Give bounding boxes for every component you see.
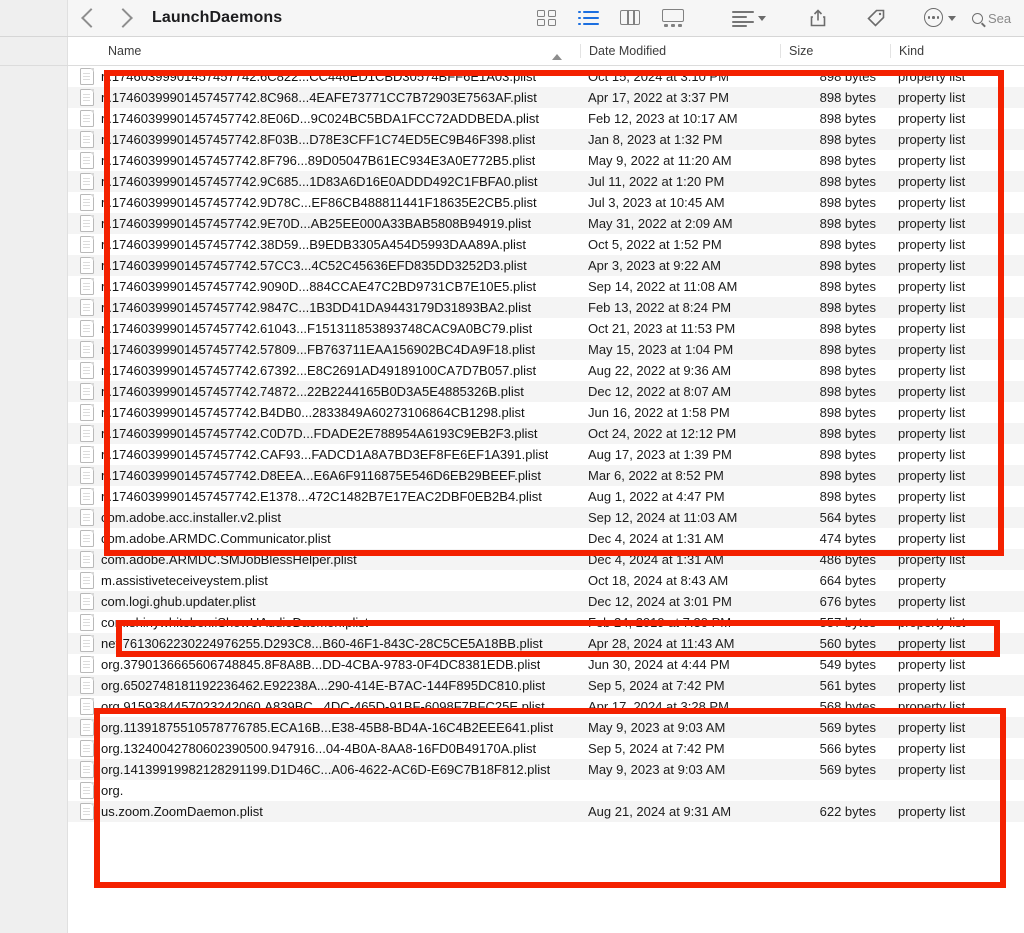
table-row[interactable] bbox=[68, 612, 1024, 633]
document-icon bbox=[80, 362, 94, 379]
file-name-cell bbox=[68, 656, 580, 673]
table-row[interactable] bbox=[68, 213, 1024, 234]
table-row[interactable] bbox=[68, 66, 1024, 87]
document-icon bbox=[80, 278, 94, 295]
document-icon bbox=[80, 635, 94, 652]
search-placeholder: Sea bbox=[988, 10, 1012, 26]
content-area bbox=[0, 66, 1024, 933]
column-header-name-label: Name bbox=[108, 44, 142, 58]
file-name-cell bbox=[68, 467, 580, 484]
file-name-cell bbox=[68, 593, 580, 610]
document-icon bbox=[80, 194, 94, 211]
file-size-cell: 549 bytes bbox=[819, 657, 876, 672]
file-size-cell: 898 bytes bbox=[819, 258, 876, 273]
file-date-cell: Jun 30, 2024 at 4:44 PM bbox=[588, 657, 730, 672]
grid-view-icon[interactable] bbox=[536, 9, 558, 27]
table-row[interactable] bbox=[68, 507, 1024, 528]
document-icon bbox=[80, 341, 94, 358]
file-size-cell: 898 bytes bbox=[819, 468, 876, 483]
table-row[interactable] bbox=[68, 402, 1024, 423]
file-name-label: n.17460399901457457742.8C968...4EAFE73771CC7B72903E7563AF.plist bbox=[101, 90, 537, 105]
column-header-size[interactable]: Size bbox=[780, 44, 890, 58]
file-name-label: n.17460399901457457742.B4DB0...2833849A60273106864CB1298.plist bbox=[101, 405, 525, 420]
gallery-view-icon[interactable] bbox=[662, 9, 684, 27]
file-size-cell: 898 bytes bbox=[819, 111, 876, 126]
file-kind-cell: property list bbox=[898, 279, 966, 294]
file-name-cell bbox=[68, 362, 580, 379]
file-name-label: us.zoom.ZoomDaemon.plist bbox=[101, 804, 263, 819]
table-row[interactable] bbox=[68, 192, 1024, 213]
table-row[interactable] bbox=[68, 654, 1024, 675]
file-name-cell bbox=[68, 341, 580, 358]
document-icon bbox=[80, 698, 94, 715]
document-icon bbox=[80, 761, 94, 778]
file-size-cell: 557 bytes bbox=[819, 615, 876, 630]
document-icon bbox=[80, 530, 94, 547]
file-kind-cell: property bbox=[898, 573, 946, 588]
file-kind-cell: property list bbox=[898, 384, 966, 399]
file-name-label: org. bbox=[101, 783, 124, 798]
file-kind-cell: property list bbox=[898, 153, 966, 168]
file-date-cell: May 9, 2023 at 9:03 AM bbox=[588, 762, 726, 777]
file-date-cell: Aug 21, 2024 at 9:31 AM bbox=[588, 804, 732, 819]
file-size-cell: 898 bytes bbox=[819, 363, 876, 378]
document-icon bbox=[80, 614, 94, 631]
column-view-icon[interactable] bbox=[620, 9, 642, 27]
sidebar-panel-header bbox=[0, 37, 68, 65]
file-name-cell bbox=[68, 719, 580, 736]
file-size-cell: 898 bytes bbox=[819, 321, 876, 336]
file-name-label: n.17460399901457457742.57CC3...4C52C45636EFD835DD3252D3.plist bbox=[101, 258, 527, 273]
document-icon bbox=[80, 677, 94, 694]
file-name-cell bbox=[68, 257, 580, 274]
file-size-cell: 898 bytes bbox=[819, 384, 876, 399]
document-icon bbox=[80, 173, 94, 190]
file-kind-cell: property list bbox=[898, 405, 966, 420]
file-date-cell: Dec 4, 2024 at 1:31 AM bbox=[588, 531, 724, 546]
file-name-label: n.17460399901457457742.9090D...884CCAE47C2BD9731CB7E10E5.plist bbox=[101, 279, 537, 294]
table-row[interactable] bbox=[68, 339, 1024, 360]
file-kind-cell: property list bbox=[898, 195, 966, 210]
sort-ascending-icon bbox=[552, 54, 562, 60]
file-date-cell: Feb 24, 2019 at 7:30 PM bbox=[588, 615, 732, 630]
file-kind-cell: property list bbox=[898, 657, 966, 672]
file-name-label: n.17460399901457457742.8E06D...9C024BC5BDA1FCC72ADDBEDA.plist bbox=[101, 111, 539, 126]
document-icon bbox=[80, 782, 94, 799]
document-icon bbox=[80, 593, 94, 610]
file-date-cell: Sep 12, 2024 at 11:03 AM bbox=[588, 510, 738, 525]
file-date-cell: Aug 1, 2022 at 4:47 PM bbox=[588, 489, 725, 504]
file-size-cell: 898 bytes bbox=[819, 237, 876, 252]
file-name-label: com.shinywhitebox.iShowUAudioDaemon.plist bbox=[101, 615, 369, 630]
navigation-buttons bbox=[84, 11, 130, 25]
file-name-label: n.17460399901457457742.9C685...1D83A6D16E0ADDD492C1FBFA0.plist bbox=[101, 174, 538, 189]
file-name-label: com.logi.ghub.updater.plist bbox=[101, 594, 256, 609]
document-icon bbox=[80, 299, 94, 316]
toolbar bbox=[0, 0, 1024, 37]
file-name-label: n.17460399901457457742.9E70D...AB25EE000A33BAB5808B94919.plist bbox=[101, 216, 532, 231]
file-name-cell bbox=[68, 152, 580, 169]
file-name-cell bbox=[68, 173, 580, 190]
file-size-cell: 898 bytes bbox=[819, 447, 876, 462]
file-date-cell: Apr 17, 2022 at 3:37 PM bbox=[588, 90, 729, 105]
file-date-cell: Jan 8, 2023 at 1:32 PM bbox=[588, 132, 723, 147]
file-name-cell bbox=[68, 110, 580, 127]
file-date-cell: Oct 18, 2024 at 8:43 AM bbox=[588, 573, 729, 588]
file-name-cell bbox=[68, 677, 580, 694]
file-date-cell: Dec 12, 2022 at 8:07 AM bbox=[588, 384, 732, 399]
table-row[interactable] bbox=[68, 129, 1024, 150]
document-icon bbox=[80, 257, 94, 274]
file-name-cell bbox=[68, 278, 580, 295]
file-date-cell: May 9, 2023 at 9:03 AM bbox=[588, 720, 726, 735]
column-header-name[interactable] bbox=[68, 44, 580, 58]
file-kind-cell: property list bbox=[898, 447, 966, 462]
table-row[interactable] bbox=[68, 297, 1024, 318]
file-name-cell bbox=[68, 551, 580, 568]
file-name-label: org.13240042780602390500.947916...04-4B0A-8AA8-16FD0B49170A.plist bbox=[101, 741, 537, 756]
file-name-label: net.7613062230224976255.D293C8...B60-46F1-843C-28C5CE5A18BB.plist bbox=[101, 636, 543, 651]
document-icon bbox=[80, 89, 94, 106]
file-size-cell: 898 bytes bbox=[819, 489, 876, 504]
more-icon bbox=[924, 8, 944, 28]
table-row[interactable] bbox=[68, 381, 1024, 402]
file-size-cell: 560 bytes bbox=[819, 636, 876, 651]
document-icon bbox=[80, 803, 94, 820]
table-row[interactable] bbox=[68, 570, 1024, 591]
file-size-cell: 898 bytes bbox=[819, 300, 876, 315]
file-name-cell bbox=[68, 299, 580, 316]
file-kind-cell: property list bbox=[898, 216, 966, 231]
file-name-label: n.17460399901457457742.C0D7D...FDADE2E788954A6193C9EB2F3.plist bbox=[101, 426, 538, 441]
file-name-cell bbox=[68, 509, 580, 526]
file-kind-cell: property list bbox=[898, 489, 966, 504]
document-icon bbox=[80, 110, 94, 127]
file-name-label: org.14139919982128291199.D1D46C...A06-4622-AC6D-E69C7B18F812.plist bbox=[101, 762, 551, 777]
file-name-label: n.17460399901457457742.D8EEA...E6A6F9116875E546D6EB29BEEF.plist bbox=[101, 468, 541, 483]
file-kind-cell: property list bbox=[898, 741, 966, 756]
file-name-cell bbox=[68, 383, 580, 400]
file-date-cell: Apr 17, 2024 at 3:28 PM bbox=[588, 699, 729, 714]
file-name-label: org.3790136665606748845.8F8A8B...DD-4CBA-9783-0F4DC8381EDB.plist bbox=[101, 657, 541, 672]
file-kind-cell: property list bbox=[898, 321, 966, 336]
file-size-cell: 898 bytes bbox=[819, 132, 876, 147]
file-size-cell: 564 bytes bbox=[819, 510, 876, 525]
table-row[interactable] bbox=[68, 360, 1024, 381]
file-size-cell: 898 bytes bbox=[819, 279, 876, 294]
table-row[interactable] bbox=[68, 633, 1024, 654]
file-list[interactable] bbox=[68, 66, 1024, 933]
file-name-label: org.9159384457023242060.A839BC...4DC-465D-91BF-6098F7BFC25E.plist bbox=[101, 699, 545, 714]
file-date-cell: Mar 6, 2022 at 8:52 PM bbox=[588, 468, 724, 483]
table-row[interactable] bbox=[68, 276, 1024, 297]
document-icon bbox=[80, 320, 94, 337]
document-icon bbox=[80, 446, 94, 463]
file-name-cell bbox=[68, 761, 580, 778]
file-size-cell: 561 bytes bbox=[819, 678, 876, 693]
file-name-label: n.17460399901457457742.38D59...B9EDB3305A454D5993DAA89A.plist bbox=[101, 237, 527, 252]
file-name-label: org.6502748181192236462.E92238A...290-414E-B7AC-144F895DC810.plist bbox=[101, 678, 546, 693]
table-row[interactable] bbox=[68, 549, 1024, 570]
file-name-label: n.17460399901457457742.8F03B...D78E3CFF1C74ED5EC9B46F398.plist bbox=[101, 132, 536, 147]
file-date-cell: May 15, 2023 at 1:04 PM bbox=[588, 342, 734, 357]
file-kind-cell: property list bbox=[898, 636, 966, 651]
table-row[interactable] bbox=[68, 528, 1024, 549]
file-size-cell: 898 bytes bbox=[819, 195, 876, 210]
file-date-cell: Aug 22, 2022 at 9:36 AM bbox=[588, 363, 732, 378]
document-icon bbox=[80, 236, 94, 253]
file-name-label: n.17460399901457457742.CAF93...FADCD1A8A7BD3EF8FE6EF1A391.plist bbox=[101, 447, 549, 462]
file-size-cell: 676 bytes bbox=[819, 594, 876, 609]
file-name-cell bbox=[68, 404, 580, 421]
file-size-cell: 566 bytes bbox=[819, 741, 876, 756]
file-name-label: n.17460399901457457742.67392...E8C2691AD49189100CA7D7B057.plist bbox=[101, 363, 537, 378]
document-icon bbox=[80, 467, 94, 484]
document-icon bbox=[80, 215, 94, 232]
file-kind-cell: property list bbox=[898, 510, 966, 525]
file-name-cell bbox=[68, 635, 580, 652]
table-row[interactable] bbox=[68, 150, 1024, 171]
file-name-cell bbox=[68, 572, 580, 589]
document-icon bbox=[80, 656, 94, 673]
sidebar-panel bbox=[0, 66, 68, 933]
file-date-cell: Jun 16, 2022 at 1:58 PM bbox=[588, 405, 730, 420]
file-kind-cell: property list bbox=[898, 678, 966, 693]
table-row[interactable] bbox=[68, 738, 1024, 759]
file-kind-cell: property list bbox=[898, 174, 966, 189]
file-kind-cell: property list bbox=[898, 426, 966, 441]
table-row[interactable] bbox=[68, 423, 1024, 444]
chevron-down-icon bbox=[758, 16, 766, 21]
document-icon bbox=[80, 551, 94, 568]
column-header-row bbox=[0, 37, 1024, 66]
share-icon[interactable] bbox=[808, 8, 828, 28]
search-input[interactable] bbox=[964, 7, 1024, 29]
file-date-cell: Aug 17, 2023 at 1:39 PM bbox=[588, 447, 732, 462]
file-size-cell: 898 bytes bbox=[819, 216, 876, 231]
document-icon bbox=[80, 383, 94, 400]
file-name-cell bbox=[68, 215, 580, 232]
file-name-label: com.adobe.ARMDC.SMJobBlessHelper.plist bbox=[101, 552, 357, 567]
file-kind-cell: property list bbox=[898, 699, 966, 714]
file-size-cell: 898 bytes bbox=[819, 426, 876, 441]
file-kind-cell: property list bbox=[898, 594, 966, 609]
file-name-label: com.adobe.acc.installer.v2.plist bbox=[101, 510, 281, 525]
file-kind-cell: property list bbox=[898, 363, 966, 378]
file-name-cell bbox=[68, 740, 580, 757]
table-row[interactable] bbox=[68, 801, 1024, 822]
file-name-cell bbox=[68, 446, 580, 463]
table-row[interactable] bbox=[68, 780, 1024, 801]
file-name-cell bbox=[68, 320, 580, 337]
file-name-cell bbox=[68, 194, 580, 211]
table-row[interactable] bbox=[68, 444, 1024, 465]
file-date-cell: Jul 11, 2022 at 1:20 PM bbox=[588, 174, 725, 189]
file-date-cell: May 9, 2022 at 11:20 AM bbox=[588, 153, 732, 168]
file-name-label: n.17460399901457457742.57809...FB763711EAA156902BC4DA9F18.plist bbox=[101, 342, 536, 357]
file-date-cell: Oct 24, 2022 at 12:12 PM bbox=[588, 426, 737, 441]
document-icon bbox=[80, 425, 94, 442]
file-date-cell: Sep 14, 2022 at 11:08 AM bbox=[588, 279, 738, 294]
file-date-cell: Sep 5, 2024 at 7:42 PM bbox=[588, 741, 725, 756]
file-size-cell: 569 bytes bbox=[819, 720, 876, 735]
file-name-cell bbox=[68, 89, 580, 106]
table-row[interactable] bbox=[68, 486, 1024, 507]
file-size-cell: 898 bytes bbox=[819, 174, 876, 189]
forward-icon[interactable] bbox=[113, 8, 133, 28]
file-kind-cell: property list bbox=[898, 468, 966, 483]
table-row[interactable] bbox=[68, 87, 1024, 108]
file-size-cell: 569 bytes bbox=[819, 762, 876, 777]
file-name-label: n.17460399901457457742.9D78C...EF86CB488811441F18635E2CB5.plist bbox=[101, 195, 537, 210]
file-kind-cell: property list bbox=[898, 762, 966, 777]
document-icon bbox=[80, 572, 94, 589]
search-icon bbox=[972, 13, 983, 24]
document-icon bbox=[80, 152, 94, 169]
table-row[interactable] bbox=[68, 234, 1024, 255]
chevron-down-icon bbox=[948, 16, 956, 21]
file-name-cell bbox=[68, 530, 580, 547]
file-name-label: n.17460399901457457742.61043...F151311853893748CAC9A0BC79.plist bbox=[101, 321, 533, 336]
file-kind-cell: property list bbox=[898, 804, 966, 819]
file-name-label: n.17460399901457457742.E1378...472C1482B7E17EAC2DBF0EB2B4.plist bbox=[101, 489, 542, 504]
file-kind-cell: property list bbox=[898, 132, 966, 147]
file-date-cell: May 31, 2022 at 2:09 AM bbox=[588, 216, 733, 231]
file-name-label: org.11391875510578776785.ECA16B...E38-45B8-BD4A-16C4B2EEE641.plist bbox=[101, 720, 554, 735]
document-icon bbox=[80, 740, 94, 757]
file-size-cell: 898 bytes bbox=[819, 405, 876, 420]
table-row[interactable] bbox=[68, 318, 1024, 339]
table-row[interactable] bbox=[68, 759, 1024, 780]
table-row[interactable] bbox=[68, 108, 1024, 129]
file-date-cell: Oct 15, 2024 at 3:10 PM bbox=[588, 69, 729, 84]
file-name-cell bbox=[68, 803, 580, 820]
group-by-button[interactable] bbox=[732, 10, 766, 26]
file-name-cell bbox=[68, 236, 580, 253]
table-row[interactable] bbox=[68, 675, 1024, 696]
file-date-cell: Oct 5, 2022 at 1:52 PM bbox=[588, 237, 722, 252]
file-name-label: n.17460399901457457742.74872...22B2244165B0D3A5E4885326B.plist bbox=[101, 384, 524, 399]
file-date-cell: Apr 28, 2024 at 11:43 AM bbox=[588, 636, 735, 651]
table-row[interactable] bbox=[68, 696, 1024, 717]
file-size-cell: 474 bytes bbox=[819, 531, 876, 546]
column-header-date[interactable]: Date Modified bbox=[580, 44, 780, 58]
file-size-cell: 898 bytes bbox=[819, 69, 876, 84]
file-kind-cell: property list bbox=[898, 531, 966, 546]
file-kind-cell: property list bbox=[898, 552, 966, 567]
document-icon bbox=[80, 719, 94, 736]
file-name-cell bbox=[68, 488, 580, 505]
file-name-cell bbox=[68, 425, 580, 442]
file-kind-cell: property list bbox=[898, 342, 966, 357]
page-title: LaunchDaemons bbox=[152, 9, 283, 26]
file-name-label: m.assistiveteceiveystem.plist bbox=[101, 573, 268, 588]
group-icon bbox=[732, 10, 754, 26]
back-icon[interactable] bbox=[81, 8, 101, 28]
file-name-cell bbox=[68, 782, 580, 799]
file-date-cell: Feb 13, 2022 at 8:24 PM bbox=[588, 300, 732, 315]
file-name-cell bbox=[68, 698, 580, 715]
file-size-cell: 622 bytes bbox=[819, 804, 876, 819]
file-kind-cell: property list bbox=[898, 69, 966, 84]
table-row[interactable] bbox=[68, 171, 1024, 192]
document-icon bbox=[80, 131, 94, 148]
column-header-kind[interactable]: Kind bbox=[890, 44, 1024, 58]
tag-icon[interactable] bbox=[866, 8, 886, 28]
file-date-cell: Feb 12, 2023 at 10:17 AM bbox=[588, 111, 738, 126]
file-date-cell: Jul 3, 2023 at 10:45 AM bbox=[588, 195, 725, 210]
table-row[interactable] bbox=[68, 717, 1024, 738]
file-kind-cell: property list bbox=[898, 258, 966, 273]
file-date-cell: Apr 3, 2023 at 9:22 AM bbox=[588, 258, 721, 273]
list-view-icon[interactable] bbox=[578, 9, 600, 27]
file-size-cell: 568 bytes bbox=[819, 699, 876, 714]
file-date-cell: Sep 5, 2024 at 7:42 PM bbox=[588, 678, 725, 693]
file-name-label: n.17460399901457457742.9847C...1B3DD41DA9443179D31893BA2.plist bbox=[101, 300, 532, 315]
document-icon bbox=[80, 404, 94, 421]
file-name-label: n.17460399901457457742.6C822...CC446ED1CBD30574BFF6E1A03.plist bbox=[101, 69, 537, 84]
table-row[interactable] bbox=[68, 465, 1024, 486]
file-kind-cell: property list bbox=[898, 720, 966, 735]
more-actions-button[interactable] bbox=[924, 8, 956, 28]
file-kind-cell: property list bbox=[898, 111, 966, 126]
file-date-cell: Oct 21, 2023 at 11:53 PM bbox=[588, 321, 736, 336]
file-kind-cell: property list bbox=[898, 300, 966, 315]
file-kind-cell: property list bbox=[898, 90, 966, 105]
toolbar-view-controls bbox=[536, 0, 956, 36]
file-size-cell: 486 bytes bbox=[819, 552, 876, 567]
file-kind-cell: property list bbox=[898, 615, 966, 630]
file-size-cell: 898 bytes bbox=[819, 342, 876, 357]
file-name-cell bbox=[68, 68, 580, 85]
file-name-cell bbox=[68, 131, 580, 148]
file-date-cell: Dec 4, 2024 at 1:31 AM bbox=[588, 552, 724, 567]
file-size-cell: 898 bytes bbox=[819, 90, 876, 105]
sidebar-panel-top bbox=[0, 0, 68, 36]
document-icon bbox=[80, 488, 94, 505]
file-name-label: n.17460399901457457742.8F796...89D05047B61EC934E3A0E772B5.plist bbox=[101, 153, 536, 168]
document-icon bbox=[80, 68, 94, 85]
file-name-cell bbox=[68, 614, 580, 631]
file-date-cell: Dec 12, 2024 at 3:01 PM bbox=[588, 594, 732, 609]
file-size-cell: 664 bytes bbox=[819, 573, 876, 588]
table-row[interactable] bbox=[68, 591, 1024, 612]
file-name-label: com.adobe.ARMDC.Communicator.plist bbox=[101, 531, 331, 546]
document-icon bbox=[80, 509, 94, 526]
table-row[interactable] bbox=[68, 255, 1024, 276]
file-kind-cell: property list bbox=[898, 237, 966, 252]
file-size-cell: 898 bytes bbox=[819, 153, 876, 168]
